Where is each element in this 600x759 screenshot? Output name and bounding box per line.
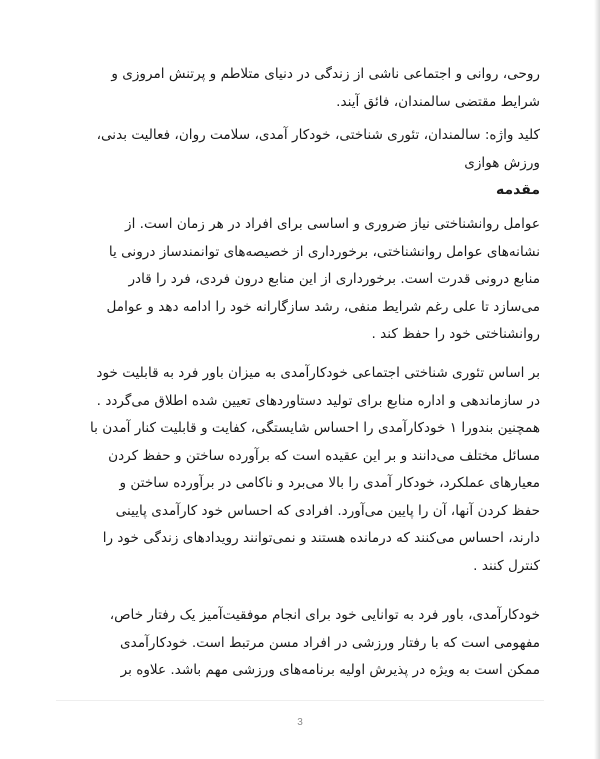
text-line: کنترل کنند .	[473, 557, 540, 574]
text-line: ورزش هوازی	[464, 154, 540, 171]
heading-text: مقدمه	[496, 182, 540, 198]
text-line: دارند، احساس می‌کنند که درمانده هستند و نمی‌توانند رویدادهای زندگی خود را	[102, 530, 540, 546]
text-line: کلید واژه: سالمندان، تئوری شناختی، خودکار آمدی، سلامت روان، فعالیت بدنی،	[96, 127, 540, 143]
text-line: روحی، روانی و اجتماعی ناشی از زندگی در دنیای متلاطم و پرتنش امروزی و	[111, 66, 540, 82]
keywords	[60, 122, 540, 177]
footer-divider	[56, 700, 544, 701]
text-line: روانشناختی خود را حفظ کند .	[371, 326, 540, 342]
page-number: 3	[297, 717, 303, 728]
section-heading	[60, 177, 540, 203]
page-edge-shadow	[594, 0, 600, 759]
text-line: منابع درونی قدرت است. برخورداری از این منابع درون فردی، فرد را قادر	[128, 271, 540, 287]
paragraph-1	[60, 211, 540, 349]
text-line: خودکارآمدی، باور فرد به توانایی خود برای انجام موفقیت‌آمیز یک رفتار خاص،	[109, 607, 540, 623]
paragraph-3	[60, 602, 540, 685]
text-line: می‌سازد تا علی رغم شرایط منفی، رشد سازگارانه خود را ادامه دهد و عوامل	[106, 298, 540, 315]
text-line: بر اساس تئوری شناختی اجتماعی خودکارآمدی به میزان باور فرد به قابلیت خود	[96, 365, 540, 381]
text-line: مسائل مختلف می‌دانند و بر این عقیده است که برآورده ساختن و حفظ کردن	[108, 447, 540, 464]
text-line: در سازماندهی و اداره منابع برای تولید دستاوردهای تعیین شده اطلاق می‌گردد .	[96, 392, 540, 409]
text-line: مفهومی است که با رفتار ورزشی در افراد مسن مرتبط است. خودکارآمدی	[120, 634, 540, 651]
paragraph-2	[60, 360, 540, 580]
text-line: معیارهای عملکرد، خودکار آمدی را بالا می‌برد و ناکامی در برآورده ساختن و	[119, 475, 540, 491]
text-line: نشانه‌های عوامل روانشناختی، برخورداری از خصیصه‌های توانمندساز درونی یا	[108, 243, 540, 260]
text-line: حفظ کردن آنها، آن را پایین می‌آورد. افرادی که احساس خود کارآمدی پایینی	[115, 502, 540, 519]
text-line: همچنین بندورا ۱ خودکارآمدی را احساس شایستگی، کفایت و قابلیت کنار آمدن با	[89, 420, 540, 436]
text-line: شرایط مقتضی سالمندان، فائق آیند.	[336, 93, 540, 110]
text-line: عوامل روانشناختی نیاز ضروری و اساسی برای افراد در هر زمان است. از	[125, 216, 540, 232]
text-line: ممکن است به ویژه در پذیرش اولیه برنامه‌های ورزشی مهم باشد. علاوه بر	[120, 662, 540, 678]
abstract-ending	[60, 61, 540, 116]
